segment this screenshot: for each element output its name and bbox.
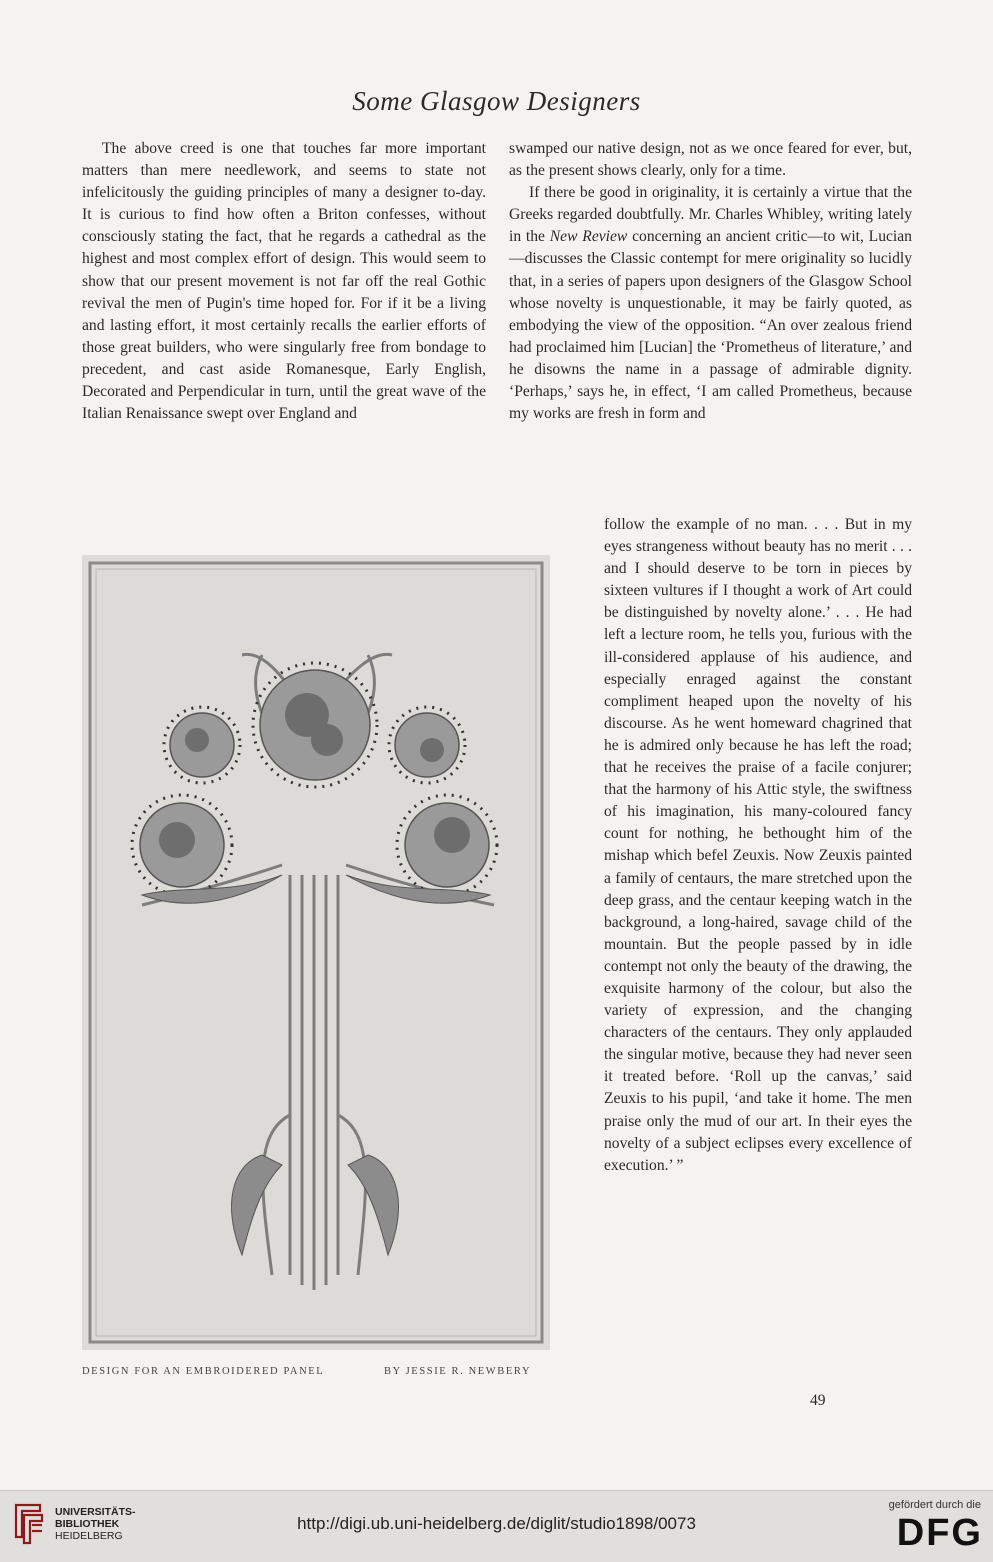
paragraph-start: If there be good in originality, it is certainly a virtue that the Greeks regarded doubtfully. Mr. Charles Whibley, writing lately in the [509, 184, 912, 246]
embroidered-panel-illustration [82, 555, 550, 1350]
journal-title: New Review [549, 228, 628, 246]
source-link[interactable]: http://digi.ub.uni-heidelberg.de/diglit/studio1898/0073 [297, 1514, 696, 1533]
library-name-line2: BIBLIOTHEK [55, 1518, 120, 1530]
paragraph: The above creed is one that touches far more important matters than mere needlework, and seems to state not infelicitously the guiding principles of many a designer to-day. It is curious to find how often a Briton confesses, without consciously stating the fact, that he regards a cathedral as the highest and most complex effort of design. This would seem to show that our present movement is not far off the real Gothic revival the men of Pugin's time hoped for. For if it be a living and lasting effort, it most certainly recalls the earlier efforts of those great builders, who were singularly free from bondage to precedent, and cast aside Romanesque, Early English, Decorated and Perpendicular in turn, until the great wave of the Italian Renaissance swept over England and [82, 140, 486, 423]
left-column [82, 138, 486, 425]
paragraph [509, 182, 912, 425]
right-column [509, 138, 912, 425]
figure-caption-artist: BY JESSIE R. NEWBERY [384, 1366, 532, 1377]
paragraph-continuation: swamped our native design, not as we once feared for ever, but, as the present shows clearly, only for a time. [509, 140, 912, 180]
panel-drawing [82, 555, 550, 1350]
library-name-line3: HEIDELBERG [55, 1530, 123, 1542]
funded-by-label: gefördert durch die [888, 1499, 981, 1511]
paragraph-rest: concerning an ancient critic—to wit, Lucian—discusses the Classic contempt for mere originality so lucidly that, in a series of papers upon designers of the Glasgow School whose novelty is unquestionable, it may be fairly quoted, as embodying the view of the opposition. “An over zealous friend had proclaimed him [Lucian] the ‘Prometheus of literature,’ and he disowns the name in a passage of admirable dignity. ‘Perhaps,’ says he, in effect, ‘I am called Prometheus, because my works are fresh in form and [509, 228, 912, 423]
page-number: 49 [810, 1392, 826, 1409]
library-name-line1: UNIVERSITÄTS- [55, 1506, 136, 1518]
dfg-logo: DFG [896, 1512, 983, 1554]
narrow-column [604, 514, 912, 1177]
running-title: Some Glasgow Designers [352, 86, 641, 116]
figure-caption-title: DESIGN FOR AN EMBROIDERED PANEL [82, 1366, 325, 1377]
digitization-footer [0, 1490, 993, 1562]
paragraph-continuation: follow the example of no man. . . . But in my eyes strangeness without beauty has no merit . . . and I should deserve to be torn in pieces by sixteen vultures if I thought a work of Art could be distinguished by novelty alone.’ . . . He had left a lecture room, he tells you, furious with the ill-considered applause of his audience, and especially enraged against the constant compliment heaped upon the novelty of his discourse. As he went homeward chagrined that he is admired only because he has left the road; that he receives the praise of a facile conjurer; that the harmony of his Attic style, the swiftness of his imagination, his many-coloured fancy count for nothing, he bethought him of the mishap which befel Zeuxis. Now Zeuxis painted a family of centaurs, the mare stretched upon the deep grass, and the centaur keeping watch in the background, a long-haired, savage child of the mountain. But the people passed by in idle contempt not only the beauty of the drawing, the exquisite harmony of the colour, but also the variety of expression, and the changing characters of the centaurs. They only applauded the singular motive, because they had never seen it treated before. ‘Roll up the canvas,’ said Zeuxis to his pupil, ‘and take it home. The men praise only the mud of our art. In their eyes the novelty of a subject eclipses every excellence of execution.’ ” [604, 516, 912, 1174]
source-url [0, 1514, 993, 1534]
